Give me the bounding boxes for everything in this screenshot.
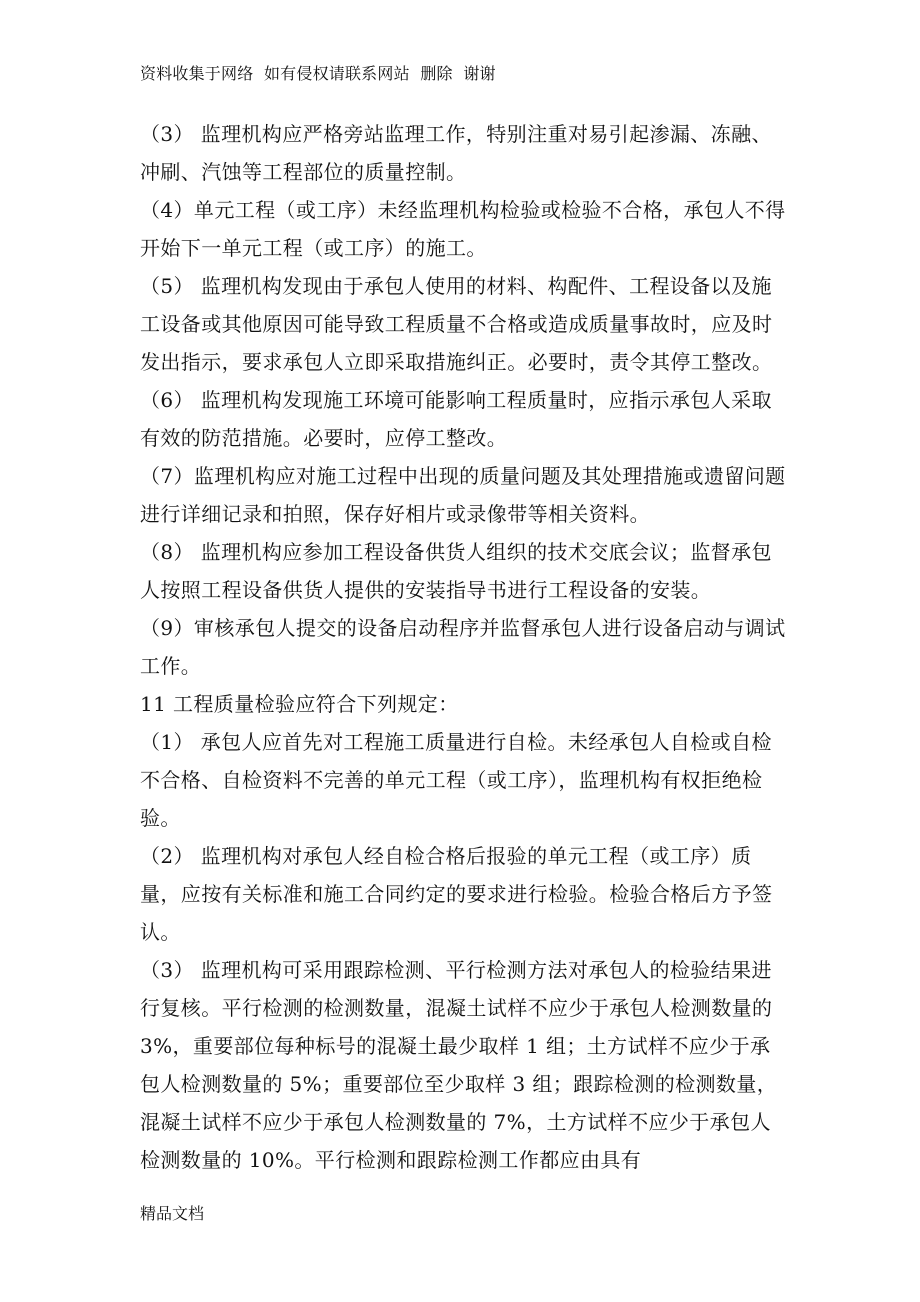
paragraph-4-unit-inspection: （4）单元工程（或工序）未经监理机构检验或检验不合格，承包人不得开始下一单元工程（或工序）的施工。 [140,198,786,260]
document-body [140,115,790,1179]
paragraph-5-quality-defects: （5） 监理机构发现由于承包人使用的材料、构配件、工程设备以及施工设备或其他原因可能导致工程质量不合格或造成质量事故时，应及时发出指示，要求承包人立即采取措施纠正。必要时，责令其停工整改。 [140,274,773,374]
section-11-heading: 11 工程质量检验应符合下列规定： [140,692,459,716]
paragraph-8-equipment-briefing: （8） 监理机构应参加工程设备供货人组织的技术交底会议；监督承包人按照工程设备供货人提供的安装指导书进行工程设备的安装。 [140,540,772,602]
paragraph-7-records: （7）监理机构应对施工过程中出现的质量问题及其处理措施或遗留问题进行详细记录和拍照，保存好相片或录像带等相关资料。 [140,464,786,526]
paragraph-9-startup-review: （9）审核承包人提交的设备启动程序并监督承包人进行设备启动与调试工作。 [140,616,786,678]
paragraph-3-parallel-testing: （3） 监理机构可采用跟踪检测、平行检测方法对承包人的检验结果进行复核。平行检测的检测数量，混凝土试样不应少于承包人检测数量的 3%，重要部位每种标号的混凝土最少取样 1 组；土方试样不应少于承包人检测数量的 5%；重要部位至少取样 3 组；跟踪检测的检测数量，混凝土试样不应少于承包人检测数量的 7%，土方试样不应少于承包人检测数量的 10%。平行检测和跟踪检测工作都应由具有 [140,958,778,1172]
paragraph-3-side-supervision: （3） 监理机构应严格旁站监理工作，特别注重对易引起渗漏、冻融、冲刷、汽蚀等工程部位的质量控制。 [140,122,772,184]
header-disclaimer: 资料收集于网络 如有侵权请联系网站 删除 谢谢 [140,64,496,83]
paragraph-2-supervisor-inspection: （2） 监理机构对承包人经自检合格后报验的单元工程（或工序）质量，应按有关标准和施工合同约定的要求进行检验。检验合格后方予签认。 [140,844,773,944]
paragraph-6-environment: （6） 监理机构发现施工环境可能影响工程质量时，应指示承包人采取有效的防范措施。必要时，应停工整改。 [140,388,772,450]
footer-label: 精品文档 [140,1204,205,1223]
paragraph-1-self-inspection: （1） 承包人应首先对工程施工质量进行自检。未经承包人自检或自检不合格、自检资料不完善的单元工程（或工序），监理机构有权拒绝检验。 [140,730,772,830]
